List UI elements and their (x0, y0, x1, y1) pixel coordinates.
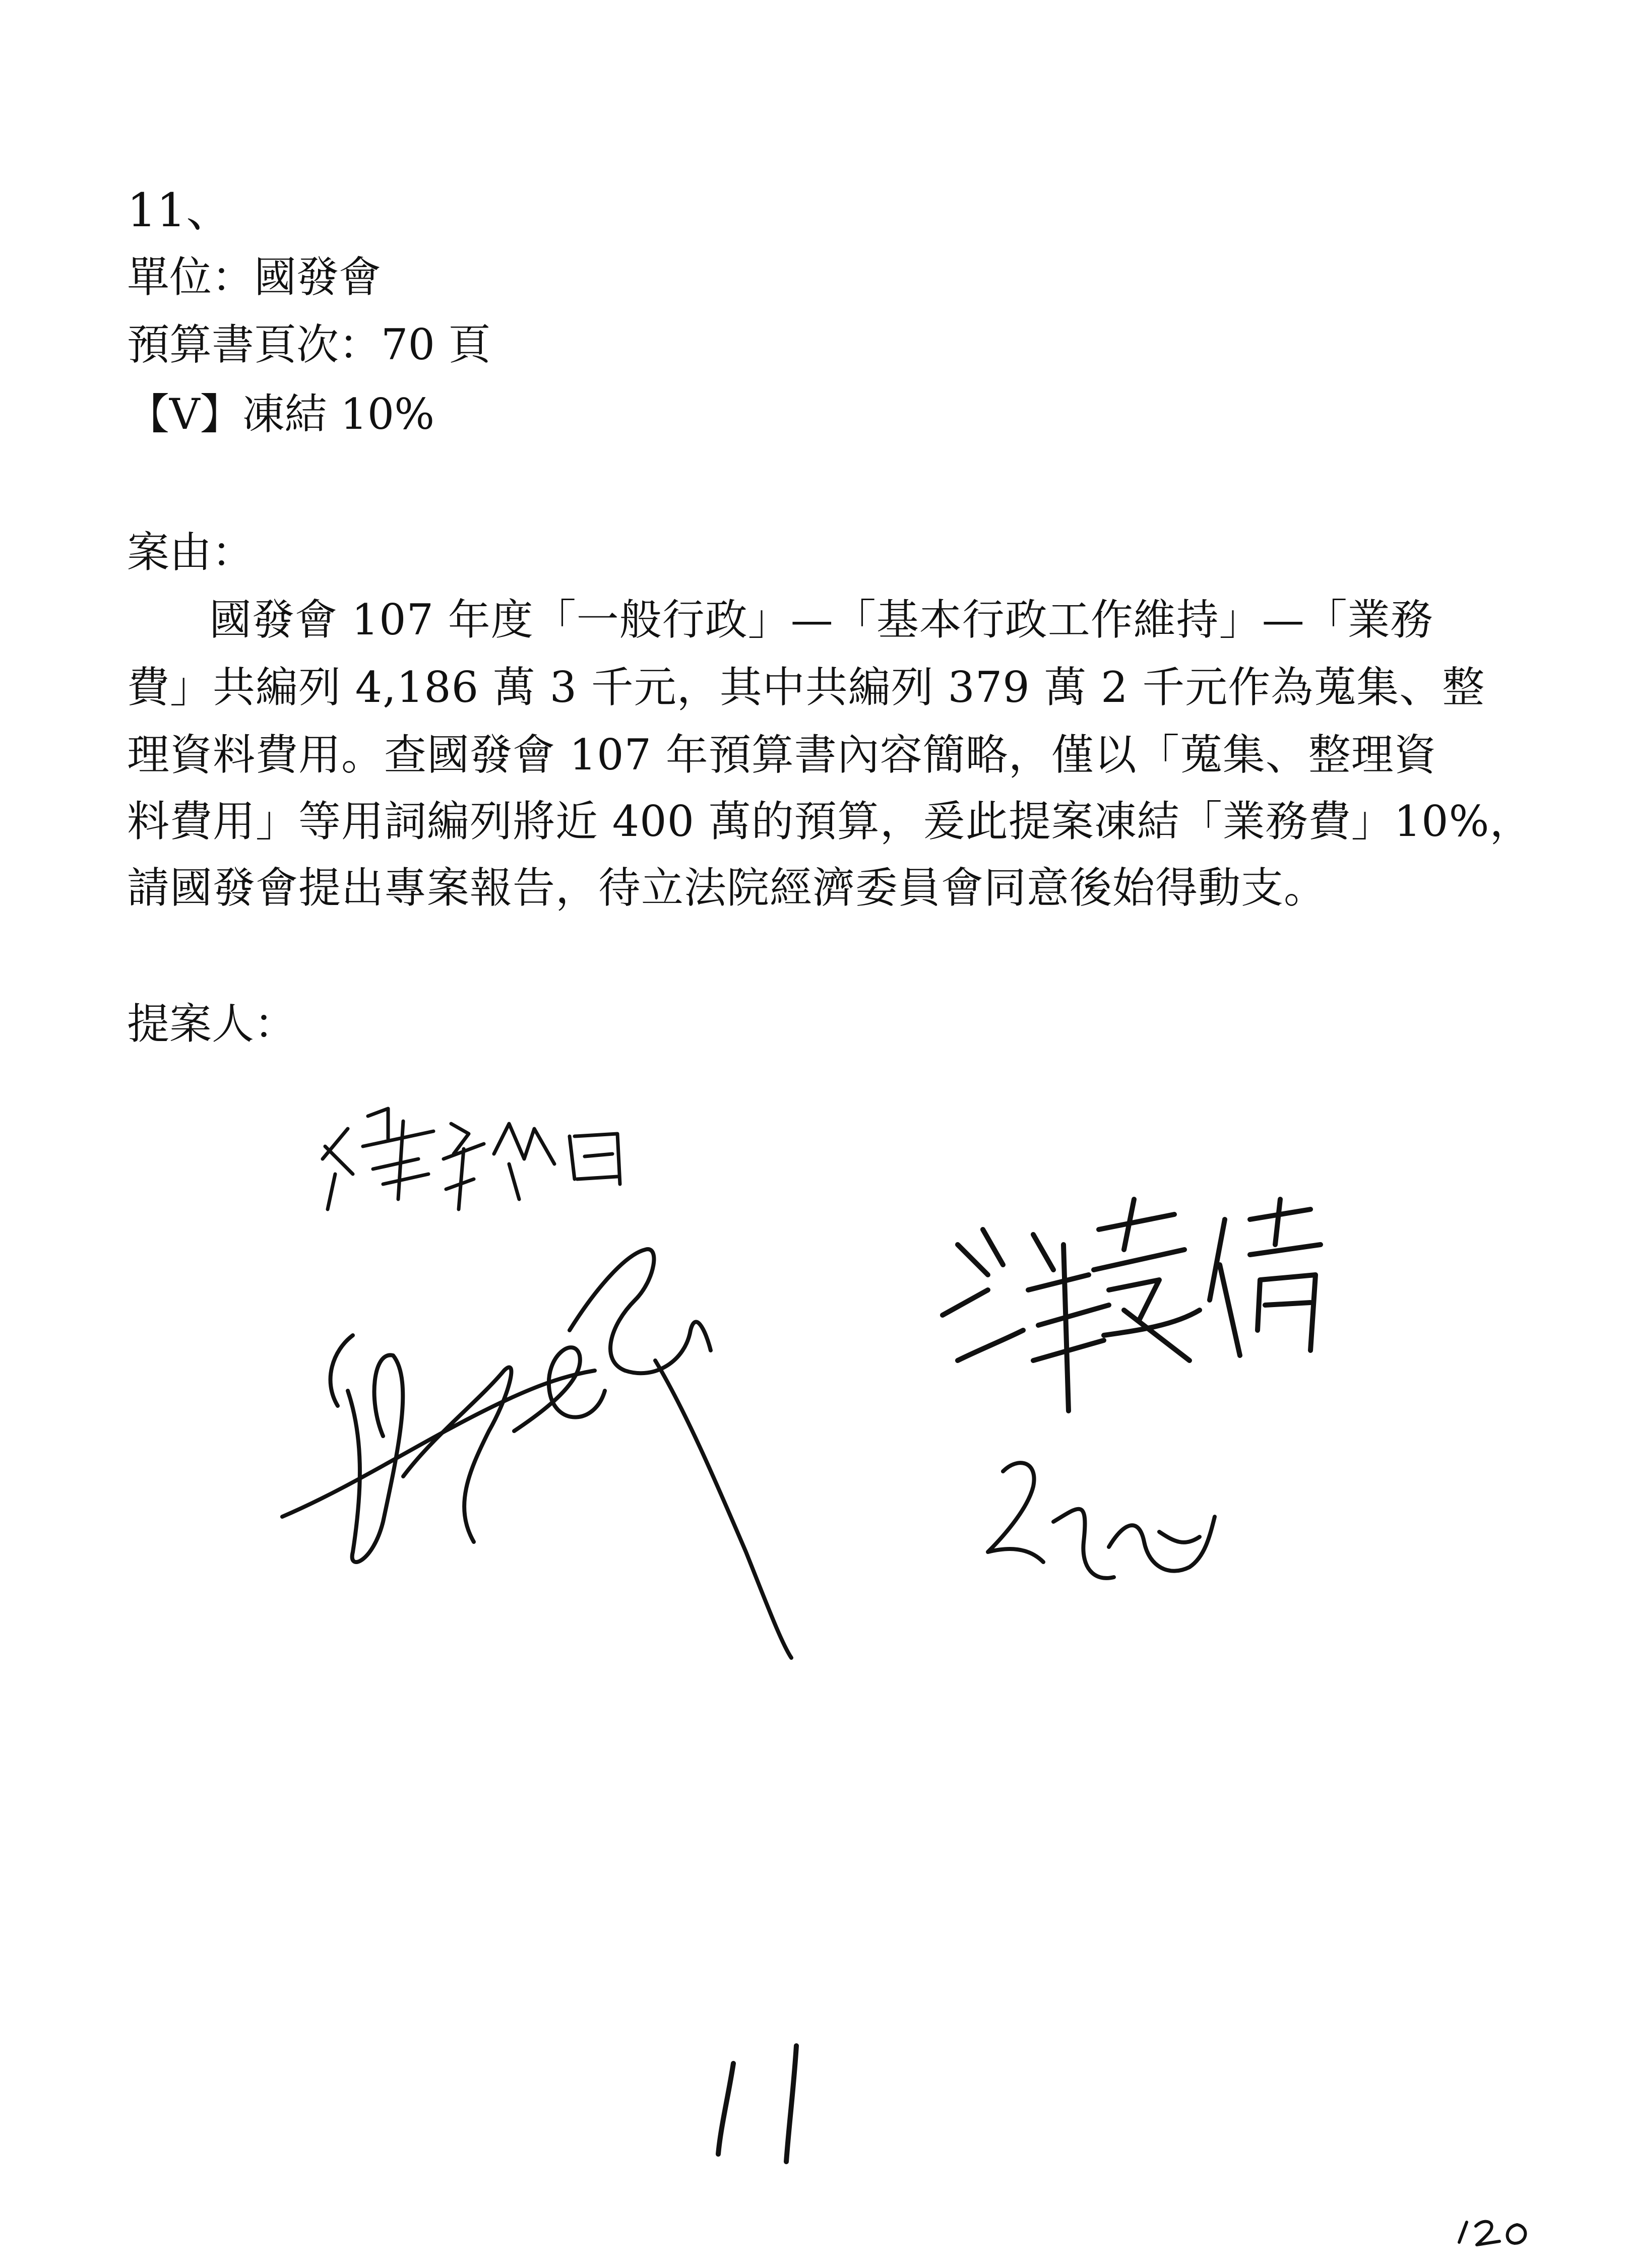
signature-3 (943, 1199, 1321, 1411)
reason-line: 料費用」等用詞編列將近 400 萬的預算，爰此提案凍結「業務費」10%， (127, 797, 1533, 846)
reason-line: 請國發會提出專案報告，待立法院經濟委員會同意後始得動支。 (127, 863, 1327, 913)
unit-line: 單位：國發會 (127, 252, 382, 302)
signature-2 (282, 1249, 791, 1658)
reason-line: 理資料費用。查國發會 107 年預算書內容簡略，僅以「蒐集、整理資 (127, 730, 1437, 780)
signature-1 (323, 1109, 620, 1209)
proposer-label: 提案人： (127, 999, 297, 1049)
reason-line: 費」共編列 4,186 萬 3 千元，其中共編列 379 萬 2 千元作為蒐集、整 (127, 663, 1485, 712)
freeze-line: 【V】凍結 10% (127, 390, 435, 439)
signature-4 (988, 1463, 1215, 1578)
budget-page-line: 預算書頁次：70 頁 (127, 320, 491, 369)
handwritten-item-mark (718, 2046, 796, 2162)
reason-label: 案由： (127, 528, 255, 577)
handwritten-page-number (1459, 2222, 1525, 2245)
item-number: 11、 (127, 183, 233, 237)
reason-line: 國發會 107 年度「一般行政」—「基本行政工作維持」—「業務 (209, 595, 1433, 644)
